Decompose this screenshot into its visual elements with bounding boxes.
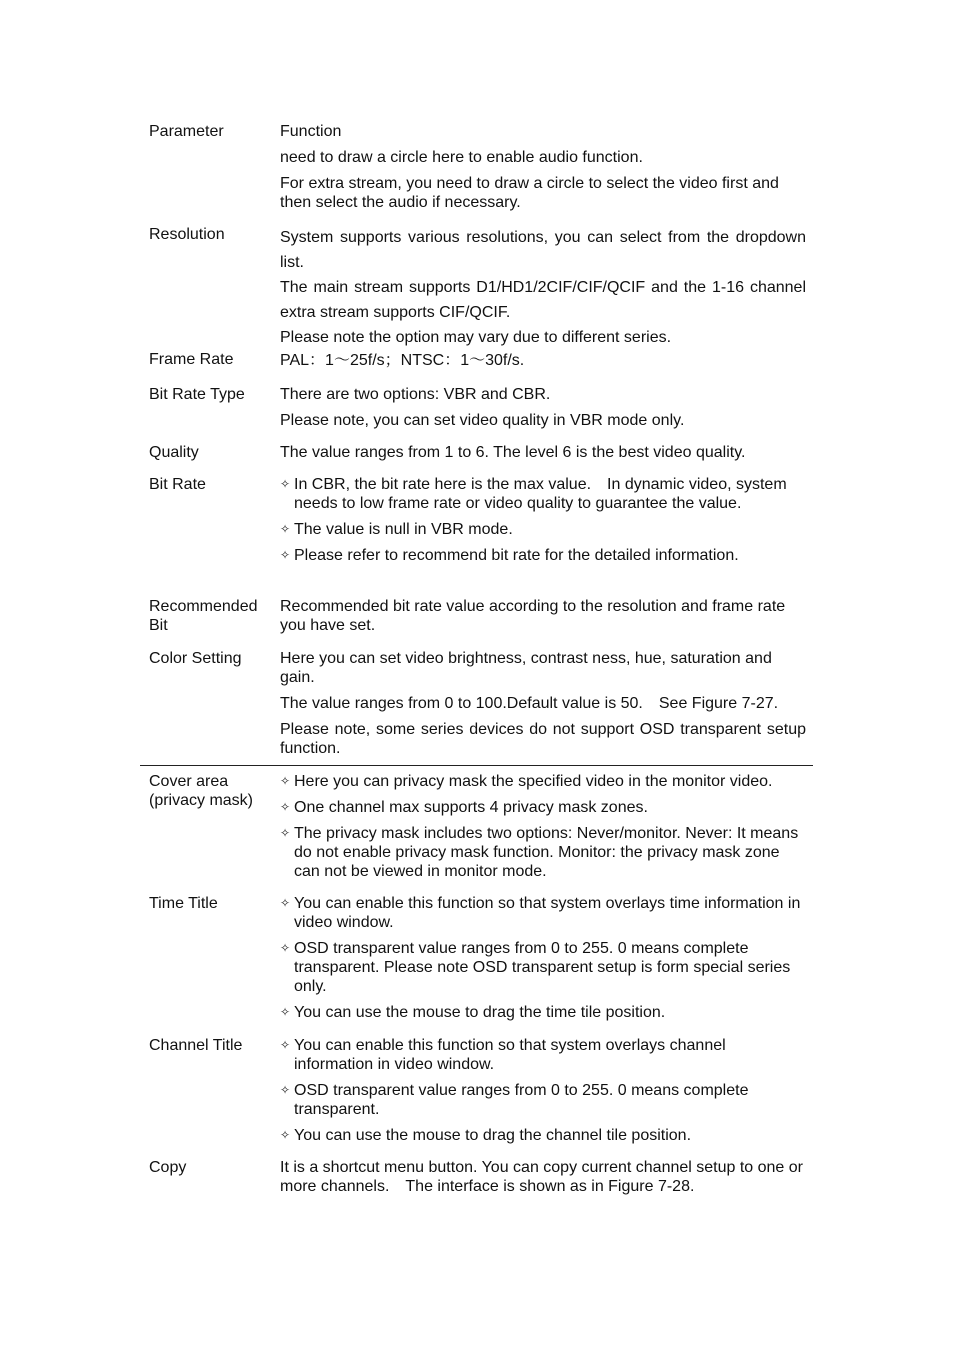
bullet-text: You can enable this function so that system overlays channel information in video window. xyxy=(294,1037,726,1073)
bullet-item xyxy=(280,1003,806,1022)
bullet-item xyxy=(280,772,806,791)
bullet-text: You can use the mouse to drag the time tile position. xyxy=(294,1004,666,1021)
function-cell xyxy=(280,1036,806,1152)
function-line: PAL：1～25f/s；NTSC：1～30f/s. xyxy=(280,352,525,369)
function-line: The main stream supports D1/HD1/2CIF/CIF/QCIF and the 1-16 channel extra stream supports CIF/QCIF. xyxy=(280,279,806,321)
function-cell xyxy=(280,443,806,469)
bullet-item xyxy=(280,894,806,932)
parameter-cell: Resolution xyxy=(149,226,225,243)
parameter-cell: Recommended Bit xyxy=(149,598,258,634)
bullet-text: OSD transparent value ranges from 0 to 255. 0 means complete transparent. xyxy=(294,1082,749,1118)
diamond-bullet-icon: ✧ xyxy=(280,1038,291,1052)
parameter-cell: Quality xyxy=(149,444,199,461)
parameter-cell: Bit Rate xyxy=(149,476,206,493)
diamond-bullet-icon: ✧ xyxy=(280,1083,291,1097)
function-line: System supports various resolutions, you can select from the dropdown list. xyxy=(280,229,806,271)
bullet-text: One channel max supports 4 privacy mask zones. xyxy=(294,799,648,816)
diamond-bullet-icon: ✧ xyxy=(280,800,291,814)
bullet-text: The value is null in VBR mode. xyxy=(294,521,513,538)
bullet-item xyxy=(280,475,806,513)
bullet-item xyxy=(280,824,806,881)
function-cell xyxy=(280,772,806,888)
parameter-cell: Time Title xyxy=(149,895,218,912)
diamond-bullet-icon: ✧ xyxy=(280,896,291,910)
function-line: There are two options: VBR and CBR. xyxy=(280,386,551,403)
function-cell xyxy=(280,649,806,765)
function-line: Here you can set video brightness, contrast ness, hue, saturation and gain. xyxy=(280,650,772,686)
parameter-cell: Channel Title xyxy=(149,1037,243,1054)
bullet-text: Here you can privacy mask the specified video in the monitor video. xyxy=(294,773,773,790)
bullet-item xyxy=(280,798,806,817)
continuation-line: For extra stream, you need to draw a circle to select the video first and then select the audio if necessary. xyxy=(280,175,779,211)
diamond-bullet-icon: ✧ xyxy=(280,1128,291,1142)
diamond-bullet-icon: ✧ xyxy=(280,548,291,562)
parameter-cell: Color Setting xyxy=(149,650,242,667)
bullet-text: You can enable this function so that system overlays time information in video window. xyxy=(294,895,801,931)
function-line: Please note the option may vary due to different series. xyxy=(280,329,672,346)
function-line: Please note, some series devices do not support OSD transparent setup function. xyxy=(280,721,806,757)
parameter-cell: Frame Rate xyxy=(149,351,234,368)
bullet-item xyxy=(280,939,806,996)
bullet-item xyxy=(280,546,806,565)
bullet-text: OSD transparent value ranges from 0 to 255. 0 means complete transparent. Please note OSD transparent setup is form special series only. xyxy=(294,940,791,995)
function-line: The value ranges from 1 to 6. The level 6 is the best video quality. xyxy=(280,444,746,461)
function-line: Recommended bit rate value according to the resolution and frame rate you have set. xyxy=(280,598,786,634)
function-line: Please note, you can set video quality in VBR mode only. xyxy=(280,412,685,429)
bullet-text: You can use the mouse to drag the channel tile position. xyxy=(294,1127,692,1144)
function-cell xyxy=(280,225,806,350)
diamond-bullet-icon: ✧ xyxy=(280,522,291,536)
parameter-cell: Copy xyxy=(149,1159,187,1176)
bullet-text: In CBR, the bit rate here is the max value. In dynamic video, system needs to low frame rate or video quality to guarantee the value. xyxy=(294,476,787,512)
table-divider xyxy=(140,765,813,766)
bullet-item xyxy=(280,1126,806,1145)
header-function xyxy=(280,122,806,219)
function-cell xyxy=(280,385,806,437)
bullet-item xyxy=(280,520,806,539)
function-cell xyxy=(280,1158,806,1203)
parameter-cell: Cover area (privacy mask) xyxy=(149,773,254,809)
bullet-text: The privacy mask includes two options: Never/monitor. Never: It means do not enable privacy mask function. Monitor: the privacy mask zone can not be viewed in monitor mode. xyxy=(294,825,799,880)
continuation-line: need to draw a circle here to enable audio function. xyxy=(280,149,643,166)
diamond-bullet-icon: ✧ xyxy=(280,477,291,491)
function-line: The value ranges from 0 to 100.Default value is 50. See Figure 7-27. xyxy=(280,695,779,712)
diamond-bullet-icon: ✧ xyxy=(280,774,291,788)
header-parameter: Parameter xyxy=(149,123,224,140)
bullet-item xyxy=(280,1036,806,1074)
function-cell xyxy=(280,894,806,1029)
diamond-bullet-icon: ✧ xyxy=(280,826,291,840)
diamond-bullet-icon: ✧ xyxy=(280,941,291,955)
diamond-bullet-icon: ✧ xyxy=(280,1005,291,1019)
function-line: It is a shortcut menu button. You can copy current channel setup to one or more channels. The interface is shown as in Figure 7-28. xyxy=(280,1159,803,1195)
bullet-text: Please refer to recommend bit rate for the detailed information. xyxy=(294,547,739,564)
function-cell xyxy=(280,351,806,377)
header-function-label: Function xyxy=(280,123,342,140)
bullet-item xyxy=(280,1081,806,1119)
parameter-cell: Bit Rate Type xyxy=(149,386,245,403)
function-cell xyxy=(280,597,806,642)
function-cell xyxy=(280,475,806,572)
